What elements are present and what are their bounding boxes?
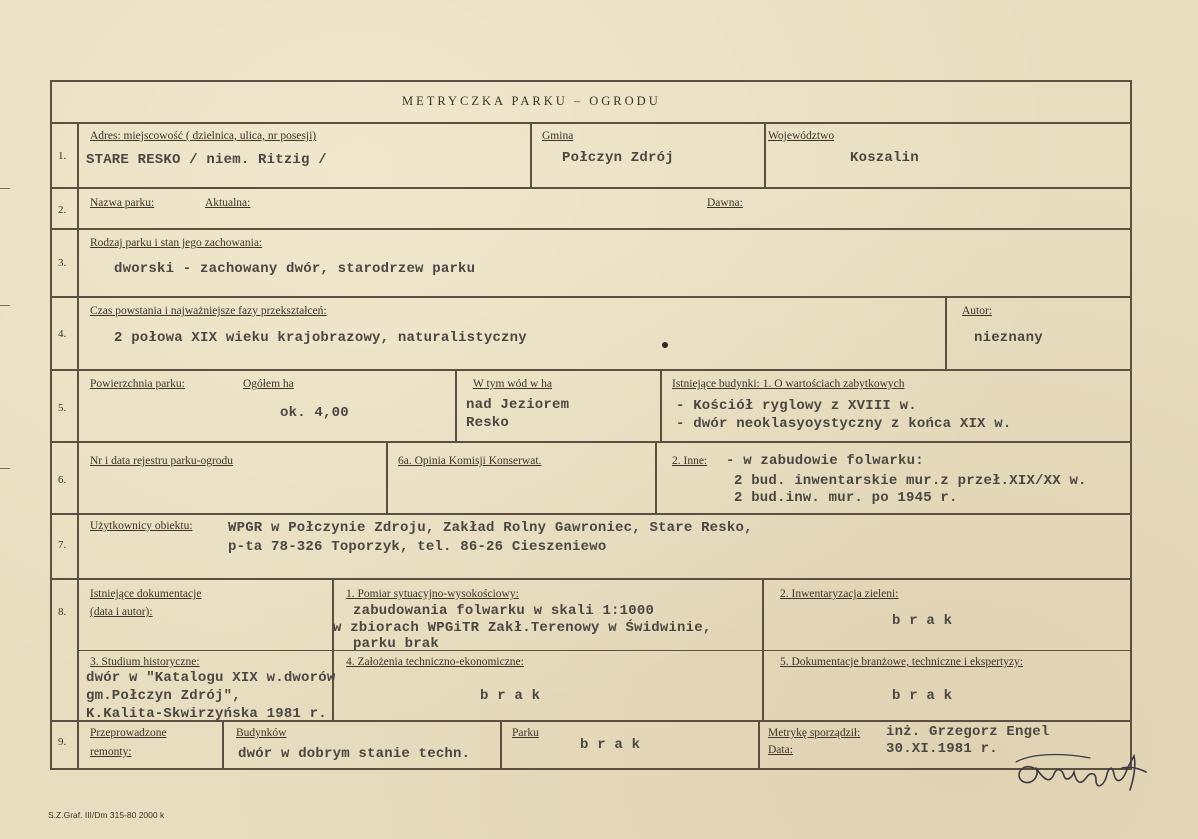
row-number: 8. (58, 606, 67, 618)
historical-study-line2[interactable]: gm.Połczyn Zdrój", (86, 688, 241, 704)
survey-label: 1. Pomiar sytuacyjno-wysokościowy: (346, 588, 519, 600)
current-name-label: Aktualna: (205, 197, 251, 209)
survey-line2[interactable]: w zbiorach WPGiTR Zakł.Terenowy w Świdwinie, (333, 620, 712, 636)
users-line1[interactable]: WPGR w Połczynie Zdroju, Zakład Rolny Gawroniec, Stare Resko, (228, 520, 753, 536)
historical-study-line3[interactable]: K.Kalita-Skwirzyńska 1981 r. (86, 706, 327, 722)
other-buildings-line3[interactable]: 2 bud.inw. mur. po 1945 r. (734, 490, 958, 506)
park-type-value[interactable]: dworski - zachowany dwór, starodrzew parku (114, 261, 476, 277)
handwritten-signature (1010, 738, 1150, 796)
water-area-line2[interactable]: Resko (466, 415, 510, 431)
users-line2[interactable]: p-ta 78-326 Toporzyk, tel. 86-26 Cieszeniewo (228, 539, 607, 555)
print-code: S.Z.Graf. III/Dm 315-80 2000 k (48, 810, 165, 820)
origin-time-value[interactable]: 2 połowa XIX wieku krajobrazowy, naturalistyczny (114, 330, 527, 346)
buildings-renovation-value[interactable]: dwór w dobrym stanie techn. (238, 746, 471, 762)
row-number: 4. (58, 328, 67, 340)
survey-line3[interactable]: parku brak (353, 636, 440, 652)
row-separator (50, 122, 1132, 124)
register-label: Nr i data rejestru parku-ogrodu (90, 455, 234, 467)
date-value[interactable]: 30.XI.1981 r. (886, 741, 998, 757)
row-separator-inner (77, 650, 1131, 651)
border-left (50, 80, 52, 770)
area-label: Powierzchnia parku: (90, 378, 185, 390)
col-divider (332, 578, 334, 721)
row-number: 3. (58, 257, 67, 269)
total-area-value[interactable]: ok. 4,00 (280, 405, 349, 421)
row-number: 6. (58, 474, 67, 486)
conservator-opinion-label: 6a. Opinia Komisji Konserwat. (398, 455, 542, 467)
origin-time-label: Czas powstania i najważniejsze fazy przekształceń: (90, 305, 327, 317)
survey-line1[interactable]: zabudowania folwarku w skali 1:1000 (353, 603, 655, 619)
other-buildings-line2[interactable]: 2 bud. inwentarskie mur.z przeł.XIX/XX w. (734, 473, 1087, 489)
park-name-label: Nazwa parku: (90, 197, 155, 209)
author-label: Autor: (962, 305, 993, 317)
branch-docs-label: 5. Dokumentacje branżowe, techniczne i ekspertyzy: (780, 656, 1023, 668)
historical-study-label: 3. Studium historyczne: (90, 656, 200, 668)
wojewodztwo-value[interactable]: Koszalin (850, 150, 919, 166)
wojewodztwo-label: Województwo (768, 130, 835, 142)
buildings-renovation-label: Budynków (236, 727, 287, 739)
col-divider (655, 441, 657, 514)
col-divider (500, 720, 502, 769)
col-divider (660, 369, 662, 442)
col-divider (455, 369, 457, 442)
park-type-label: Rodzaj parku i stan jego zachowania: (90, 237, 263, 249)
row-separator (50, 187, 1132, 189)
col-divider (386, 441, 388, 514)
border-bottom (50, 768, 1132, 770)
border-right (1130, 80, 1132, 770)
other-buildings-line1[interactable]: - w zabudowie folwarku: (726, 453, 924, 469)
gmina-value[interactable]: Połczyn Zdrój (562, 150, 674, 166)
number-column-divider (77, 122, 79, 769)
row-number: 1. (58, 150, 67, 162)
col-divider (764, 122, 766, 188)
ink-dot (662, 342, 668, 348)
author-value[interactable]: nieznany (974, 330, 1043, 346)
form-title: METRYCZKA PARKU – OGRODU (402, 94, 661, 108)
greenery-inventory-label: 2. Inwentaryzacja zieleni: (780, 588, 899, 600)
documentation-label-2: (data i autor): (90, 606, 153, 618)
date-label: Data: (768, 744, 793, 756)
historic-building-1[interactable]: - Kościół ryglowy z XVIII w. (676, 398, 917, 414)
row-number: 5. (58, 402, 67, 414)
row-separator (50, 228, 1132, 230)
row-separator (50, 369, 1132, 371)
border-top (50, 80, 1132, 82)
renovations-label: Przeprowadzone (90, 727, 167, 739)
edge-mark (0, 468, 10, 469)
prepared-by-label: Metrykę sporządził: (768, 727, 861, 739)
prepared-by-value[interactable]: inż. Grzegorz Engel (886, 724, 1050, 740)
row-separator (50, 296, 1132, 298)
row-number: 9. (58, 736, 67, 748)
edge-mark (0, 305, 10, 306)
historical-study-line1[interactable]: dwór w "Katalogu XIX w.dworów (86, 670, 336, 686)
former-name-label: Dawna: (707, 197, 743, 209)
col-divider (530, 122, 532, 188)
col-divider (945, 296, 947, 370)
water-area-label: W tym wód w ha (473, 378, 553, 390)
renovations-label-2: remonty: (90, 746, 132, 758)
users-label: Użytkownicy obiektu: (90, 520, 193, 532)
col-divider (758, 720, 760, 769)
greenery-inventory-value[interactable]: b r a k (892, 613, 953, 629)
other-buildings-label: 2. Inne: (672, 455, 708, 467)
row-separator (50, 578, 1132, 580)
col-divider (222, 720, 224, 769)
edge-mark (0, 188, 10, 189)
row-number: 2. (58, 204, 67, 216)
address-label: Adres: miejscowość ( dzielnica, ulica, nr posesji) (90, 130, 317, 142)
water-area-line1[interactable]: nad Jeziorem (466, 397, 570, 413)
park-renovation-label: Parku (512, 727, 539, 739)
branch-docs-value[interactable]: b r a k (892, 688, 953, 704)
historic-building-2[interactable]: - dwór neoklasyoystyczny z końca XIX w. (676, 416, 1012, 432)
tech-econ-label: 4. Założenia techniczno-ekonomiczne: (346, 656, 524, 668)
gmina-label: Gmina (542, 130, 574, 142)
documentation-label: Istniejące dokumentacje (90, 588, 202, 600)
address-value[interactable]: STARE RESKO / niem. Ritzig / (86, 152, 327, 168)
row-separator (50, 513, 1132, 515)
col-divider (762, 578, 764, 721)
total-area-label: Ogółem ha (243, 378, 294, 390)
buildings-label: Istniejące budynki: 1. O wartościach zabytkowych (672, 378, 905, 390)
row-separator (50, 441, 1132, 443)
tech-econ-value[interactable]: b r a k (480, 688, 541, 704)
park-renovation-value[interactable]: b r a k (580, 737, 641, 753)
row-number: 7. (58, 539, 67, 551)
